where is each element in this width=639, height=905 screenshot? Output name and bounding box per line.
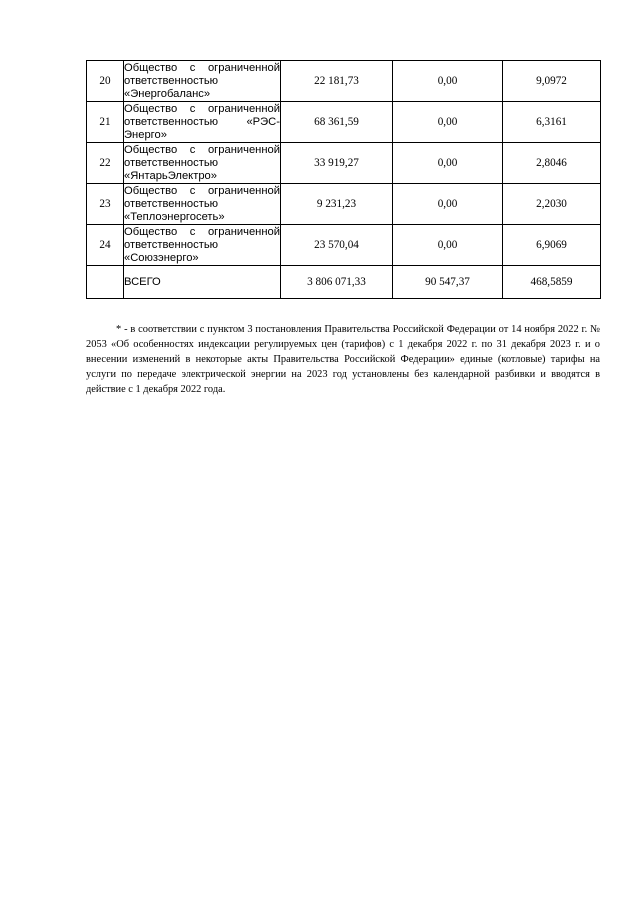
tariff-table: [86, 60, 601, 299]
organization-name-line: ответственностью: [124, 197, 219, 210]
value-cell: 33 919,27: [281, 143, 393, 184]
table-row: [87, 225, 601, 266]
footnote: * - в соответствии с пунктом 3 постановления Правительства Российской Федерации от 14 ноября 2022 г. № 2053 «Об особенностях индексации регулируемых цен (тарифов) с 1 декабря 2022 г. по 31 декабря 2023 г. и о внесении изменений в некоторые акты Правительства Российской Федерации» единые (котловые) тарифы на услуги по передаче электрической энергии на 2023 год установлены без календарной разбивки и вводятся в действие с 1 декабря 2022 года.: [86, 324, 600, 396]
row-number: 21: [87, 102, 124, 143]
value-cell: 0,00: [393, 184, 503, 225]
organization-name-line: «ЯнтарьЭлектро»: [124, 169, 217, 182]
organization-name: [124, 184, 281, 225]
table-row: [87, 102, 601, 143]
row-number: 22: [87, 143, 124, 184]
organization-name-line: ответственностью: [124, 156, 219, 169]
organization-name-line: ответственностью: [124, 238, 219, 251]
value-cell: 9,0972: [503, 61, 601, 102]
value-cell: 6,3161: [503, 102, 601, 143]
table-row: [87, 143, 601, 184]
organization-name: [124, 225, 281, 266]
organization-name-line: «Теплоэнергосеть»: [124, 210, 225, 223]
organization-name-line: Общество с ограниченной: [124, 184, 280, 197]
organization-name-line: Общество с ограниченной: [124, 61, 280, 74]
table-row: [87, 184, 601, 225]
organization-name-line: ответственностью: [124, 74, 219, 87]
total-value: 90 547,37: [393, 266, 503, 299]
value-cell: 0,00: [393, 143, 503, 184]
total-label: ВСЕГО: [124, 266, 281, 299]
organization-name-line: «Союзэнерго»: [124, 251, 199, 264]
value-cell: 0,00: [393, 102, 503, 143]
empty-cell: [87, 266, 124, 299]
table-row: [87, 61, 601, 102]
organization-name-line: Энерго»: [124, 128, 167, 141]
organization-name-line: Общество с ограниченной: [124, 225, 280, 238]
value-cell: 68 361,59: [281, 102, 393, 143]
total-value: 3 806 071,33: [281, 266, 393, 299]
value-cell: 23 570,04: [281, 225, 393, 266]
value-cell: 2,8046: [503, 143, 601, 184]
organization-name-line: «Энергобаланс»: [124, 87, 211, 100]
organization-name-line: Общество с ограниченной: [124, 143, 280, 156]
value-cell: 9 231,23: [281, 184, 393, 225]
value-cell: 22 181,73: [281, 61, 393, 102]
total-row: [87, 266, 601, 299]
row-number: 23: [87, 184, 124, 225]
value-cell: 0,00: [393, 61, 503, 102]
organization-name: [124, 61, 281, 102]
organization-name: [124, 102, 281, 143]
organization-name-line: Общество с ограниченной: [124, 102, 280, 115]
row-number: 20: [87, 61, 124, 102]
total-value: 468,5859: [503, 266, 601, 299]
organization-name-line: ответственностью «РЭС-: [124, 115, 280, 128]
organization-name: [124, 143, 281, 184]
value-cell: 2,2030: [503, 184, 601, 225]
value-cell: 6,9069: [503, 225, 601, 266]
value-cell: 0,00: [393, 225, 503, 266]
row-number: 24: [87, 225, 124, 266]
